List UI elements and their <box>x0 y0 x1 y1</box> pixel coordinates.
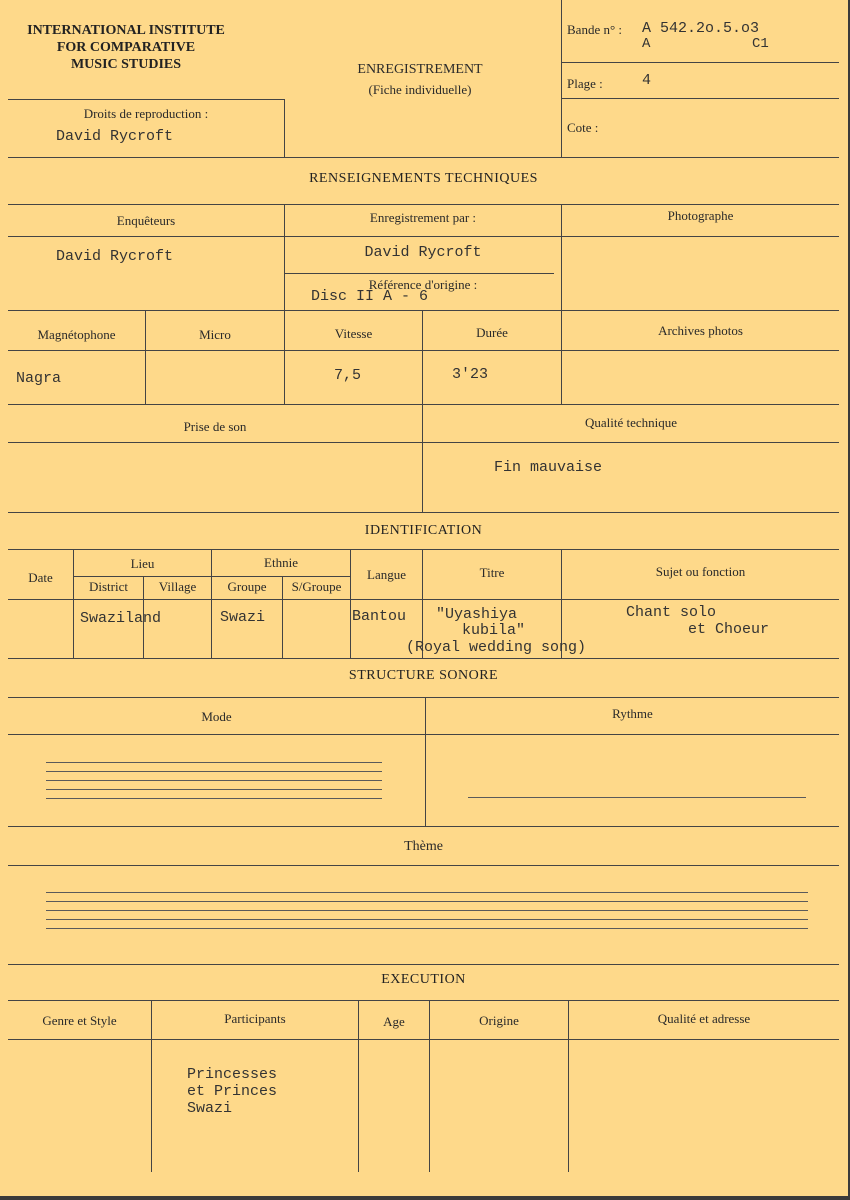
band-label: Bande n° : <box>567 22 623 37</box>
reference-label: Référence d'origine : <box>368 277 478 292</box>
qualite-adresse-label: Qualité et adresse <box>657 1011 751 1026</box>
participants-line-1: Princesses <box>187 1066 278 1083</box>
qualite-technique-label: Qualité technique <box>584 415 678 430</box>
archives-photos-label: Archives photos <box>658 323 743 338</box>
mode-label: Mode <box>201 709 232 724</box>
plage-label: Plage : <box>567 76 603 91</box>
theme-label: Thème <box>404 839 443 854</box>
rights-value: David Rycroft <box>56 128 174 145</box>
qualite-technique-value: Fin mauvaise <box>494 459 603 476</box>
enregistrement-par-label: Enregistrement par : <box>369 210 477 225</box>
enqueteurs-label: Enquêteurs <box>116 213 176 228</box>
photographe-label: Photographe <box>667 208 734 223</box>
section-title-technical: RENSEIGNEMENTS TECHNIQUES <box>309 171 538 186</box>
participants-line-3: Swazi <box>187 1100 233 1117</box>
participants-value <box>187 1066 277 1117</box>
institute-name <box>6 22 246 73</box>
card-subtitle: (Fiche individuelle) <box>368 82 472 97</box>
institute-line-2: FOR COMPARATIVE <box>56 40 196 55</box>
micro-label: Micro <box>199 327 231 342</box>
lieu-label: Lieu <box>130 556 155 571</box>
band-value-line-1: A 542.2o.5.o3 <box>642 20 760 37</box>
village-label: Village <box>158 579 197 594</box>
rights-label: Droits de reproduction : <box>83 106 209 121</box>
titre-value-line-1: "Uyashiya <box>436 606 518 623</box>
duree-label: Durée <box>476 325 508 340</box>
section-title-execution: EXECUTION <box>381 972 466 987</box>
rythme-label: Rythme <box>612 706 653 721</box>
card-title: ENREGISTREMENT <box>357 62 483 77</box>
magnetophone-value: Nagra <box>16 370 62 387</box>
sujet-value-line-2: et Choeur <box>688 621 770 638</box>
ethnie-label: Ethnie <box>264 555 298 570</box>
magnetophone-label: Magnétophone <box>37 327 116 342</box>
institute-line-1: INTERNATIONAL INSTITUTE <box>27 23 225 38</box>
sujet-label: Sujet ou fonction <box>655 564 746 579</box>
sujet-value-line-1: Chant solo <box>626 604 717 621</box>
cote-label: Cote : <box>567 120 599 135</box>
date-label: Date <box>28 570 53 585</box>
origine-label: Origine <box>479 1013 519 1028</box>
vitesse-label: Vitesse <box>334 326 373 341</box>
district-label: District <box>89 579 128 594</box>
groupe-value: Swazi <box>220 609 266 626</box>
enregistrement-par-value: David Rycroft <box>364 244 482 261</box>
age-label: Age <box>383 1014 405 1029</box>
groupe-label: Groupe <box>227 579 267 594</box>
section-title-identification: IDENTIFICATION <box>364 523 483 538</box>
section-title-structure: STRUCTURE SONORE <box>348 668 499 683</box>
langue-label: Langue <box>367 567 406 582</box>
genre-label: Genre et Style <box>42 1013 117 1028</box>
band-value-line-2-b: C1 <box>752 36 769 52</box>
titre-value-line-3: (Royal wedding song) <box>406 639 587 656</box>
reference-value: Disc II A - 6 <box>311 288 429 305</box>
titre-label: Titre <box>479 565 505 580</box>
enqueteurs-value: David Rycroft <box>56 248 174 265</box>
district-value: Swaziland <box>80 610 162 627</box>
titre-value-line-2: kubila" <box>462 622 526 639</box>
participants-line-2: et Princes <box>187 1083 278 1100</box>
prise-de-son-label: Prise de son <box>183 419 247 434</box>
langue-value: Bantou <box>352 608 407 625</box>
duree-value: 3'23 <box>452 366 489 383</box>
institute-line-3: MUSIC STUDIES <box>70 57 182 72</box>
participants-label: Participants <box>224 1011 286 1026</box>
vitesse-value: 7,5 <box>334 367 362 384</box>
sgroupe-label: S/Groupe <box>291 579 342 594</box>
band-value-line-2-a: A <box>642 36 651 52</box>
plage-value: 4 <box>642 72 652 89</box>
